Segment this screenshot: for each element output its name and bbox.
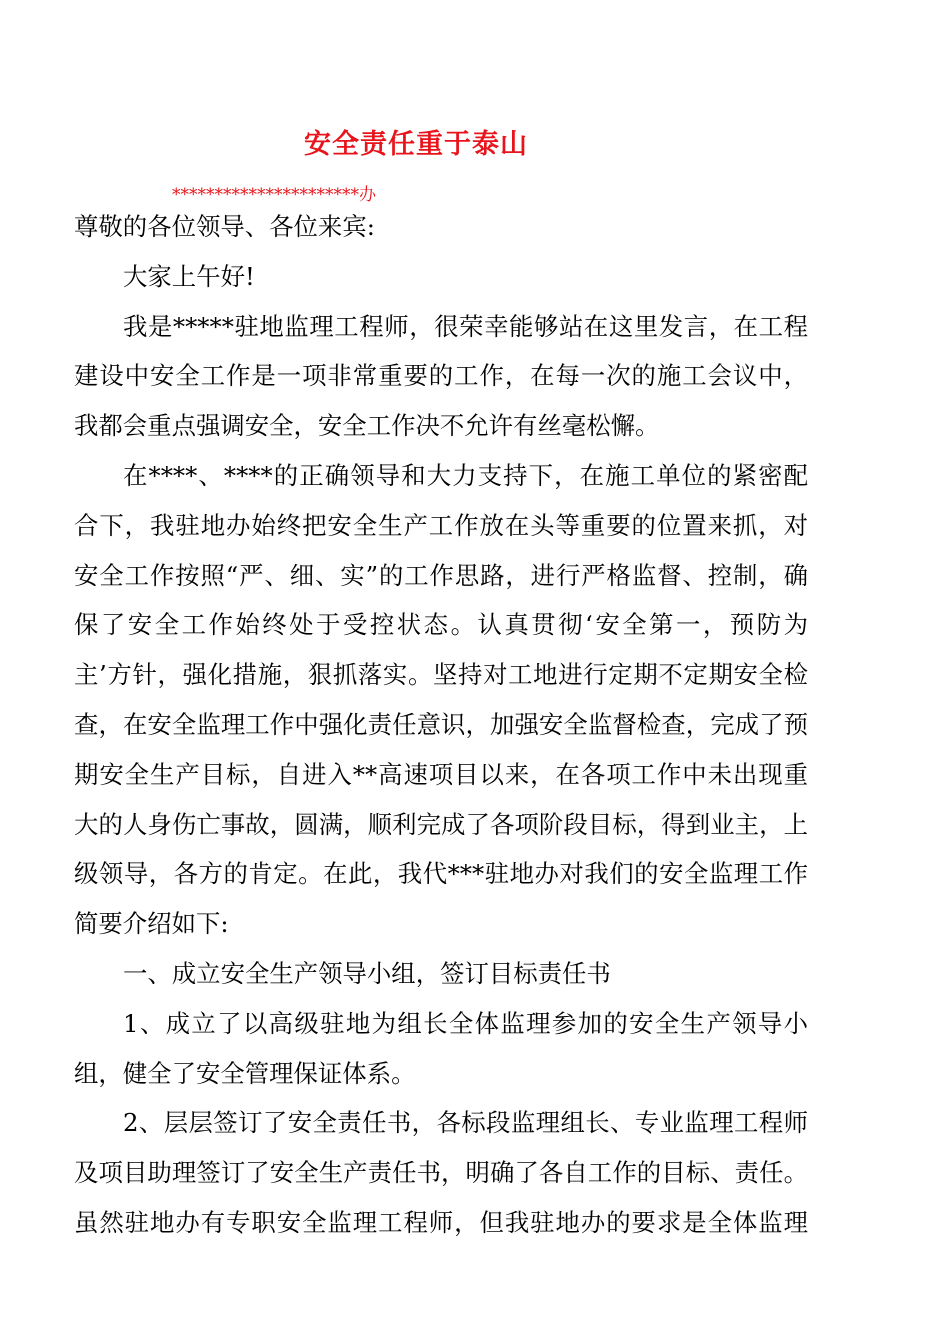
paragraph-line: 简要介绍如下: xyxy=(74,909,229,939)
section-heading: 一、成立安全生产领导小组，签订目标责任书 xyxy=(123,958,611,988)
paragraph-line: 我是*****驻地监理工程师，很荣幸能够站在这里发言，在工程 xyxy=(123,311,808,341)
paragraph-line: 我都会重点强调安全，安全工作决不允许有丝毫松懈。 xyxy=(74,411,660,441)
document-title: 安全责任重于泰山 xyxy=(304,129,528,160)
paragraph-line: 合下，我驻地办始终把安全生产工作放在头等重要的位置来抓，对 xyxy=(74,510,808,540)
greeting: 大家上午好! xyxy=(123,261,255,291)
paragraph-line: 及项目助理签订了安全生产责任书，明确了各自工作的目标、责任。 xyxy=(74,1158,808,1188)
paragraph-line: 虽然驻地办有专职安全监理工程师，但我驻地办的要求是全体监理 xyxy=(74,1207,808,1237)
paragraph-line: 主’方针，强化措施，狠抓落实。坚持对工地进行定期不定期安全检 xyxy=(74,660,808,690)
paragraph-line: 大的人身伤亡事故，圆满，顺利完成了各项阶段目标，得到业主，上 xyxy=(74,809,808,839)
paragraph-line: 保了安全工作始终处于受控状态。认真贯彻‘安全第一，预防为 xyxy=(74,610,808,640)
salutation: 尊敬的各位领导、各位来宾: xyxy=(74,212,375,241)
paragraph-line: 建设中安全工作是一项非常重要的工作，在每一次的施工会议中， xyxy=(74,361,808,391)
paragraph-line: 2、层层签订了安全责任书，各标段监理组长、专业监理工程师 xyxy=(123,1108,808,1138)
document-body xyxy=(74,202,808,1248)
paragraph-line: 安全工作按照“严、细、实”的工作思路，进行严格监督、控制，确 xyxy=(74,560,808,590)
paragraph-line: 查，在安全监理工作中强化责任意识，加强安全监督检查，完成了预 xyxy=(74,709,808,739)
author-line: **********************办 xyxy=(172,185,376,205)
paragraph-line: 期安全生产目标，自进入**高速项目以来，在各项工作中未出现重 xyxy=(74,759,808,789)
paragraph-line: 组，健全了安全管理保证体系。 xyxy=(74,1058,416,1088)
paragraph-line: 在****、****的正确领导和大力支持下，在施工单位的紧密配 xyxy=(123,460,808,490)
paragraph-line: 级领导，各方的肯定。在此，我代***驻地办对我们的安全监理工作 xyxy=(74,859,808,889)
paragraph-line: 1、成立了以高级驻地为组长全体监理参加的安全生产领导小 xyxy=(123,1008,808,1038)
